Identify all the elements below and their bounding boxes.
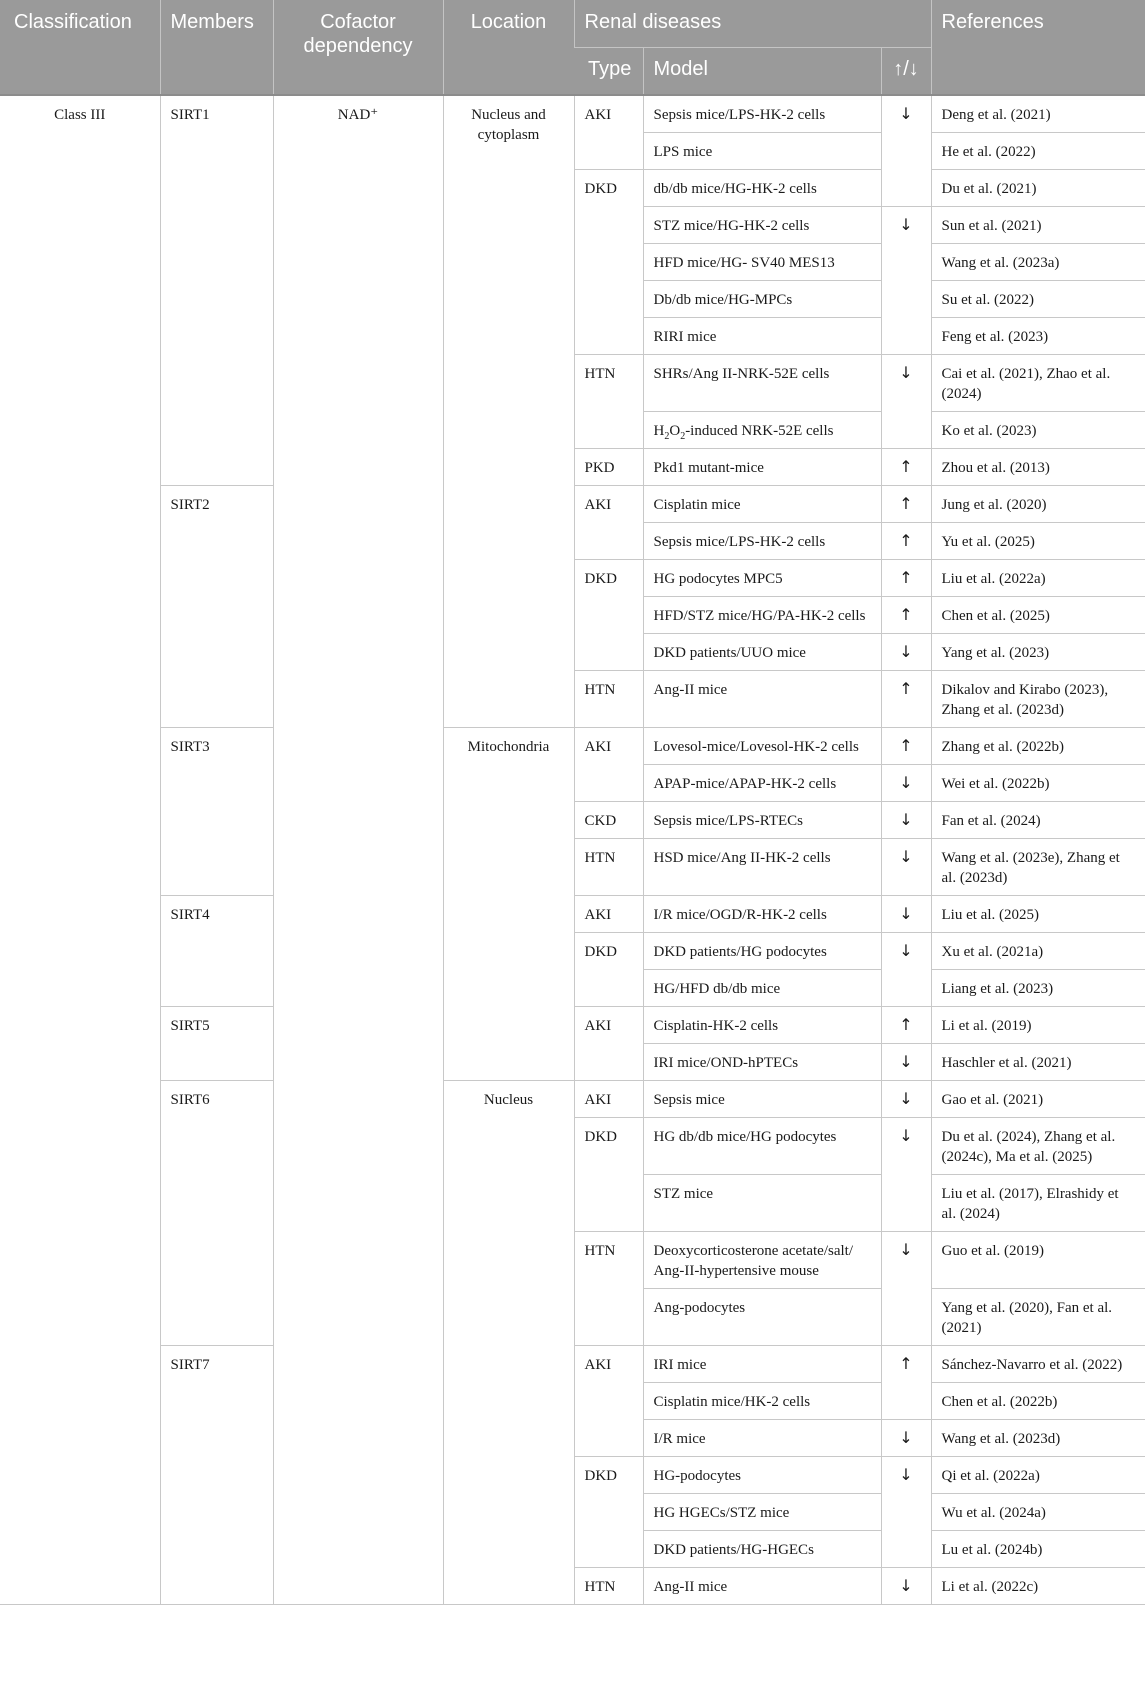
location-cell: Nucleus and cytoplasm	[443, 95, 574, 728]
reference-cell: Yang et al. (2023)	[931, 634, 1145, 671]
reference-cell: Liu et al. (2022a)	[931, 560, 1145, 597]
reference-cell: Deng et al. (2021)	[931, 95, 1145, 133]
type-cell: AKI	[574, 1346, 643, 1457]
direction-cell: ↓	[881, 839, 931, 896]
classification-cell: Class III	[0, 95, 160, 1605]
type-cell: DKD	[574, 560, 643, 671]
model-cell: STZ mice/HG-HK-2 cells	[643, 207, 881, 244]
reference-cell: Sun et al. (2021)	[931, 207, 1145, 244]
reference-cell: Su et al. (2022)	[931, 281, 1145, 318]
direction-cell: ↓	[881, 933, 931, 1007]
type-cell: AKI	[574, 896, 643, 933]
direction-cell: ↓	[881, 802, 931, 839]
model-cell: Cisplatin mice/HK-2 cells	[643, 1383, 881, 1420]
reference-cell: Cai et al. (2021), Zhao et al. (2024)	[931, 355, 1145, 412]
member-cell: SIRT2	[160, 486, 273, 728]
model-cell: LPS mice	[643, 133, 881, 170]
model-cell: HSD mice/Ang II-HK-2 cells	[643, 839, 881, 896]
reference-cell: Lu et al. (2024b)	[931, 1531, 1145, 1568]
model-cell: Ang-podocytes	[643, 1289, 881, 1346]
model-cell: I/R mice	[643, 1420, 881, 1457]
model-cell: Ang-II mice	[643, 1568, 881, 1605]
model-cell: HG/HFD db/db mice	[643, 970, 881, 1007]
reference-cell: Yu et al. (2025)	[931, 523, 1145, 560]
header-type: Type	[574, 48, 643, 96]
model-cell: $H_2O_2$-induced NRK-52E cells	[643, 412, 881, 449]
model-cell: Sepsis mice	[643, 1081, 881, 1118]
type-cell: HTN	[574, 671, 643, 728]
header-renal-diseases: Renal diseases	[574, 0, 931, 48]
direction-cell: ↓	[881, 1044, 931, 1081]
model-cell: Sepsis mice/LPS-RTECs	[643, 802, 881, 839]
model-cell: HG HGECs/STZ mice	[643, 1494, 881, 1531]
table-row	[0, 728, 1145, 765]
reference-cell: Wei et al. (2022b)	[931, 765, 1145, 802]
reference-cell: Wu et al. (2024a)	[931, 1494, 1145, 1531]
reference-cell: Gao et al. (2021)	[931, 1081, 1145, 1118]
reference-cell: Ko et al. (2023)	[931, 412, 1145, 449]
reference-cell: Zhang et al. (2022b)	[931, 728, 1145, 765]
direction-cell: ↓	[881, 765, 931, 802]
model-cell: Ang-II mice	[643, 671, 881, 728]
reference-cell: Sánchez-Navarro et al. (2022)	[931, 1346, 1145, 1383]
direction-cell: ↓	[881, 1118, 931, 1232]
type-cell: HTN	[574, 1232, 643, 1346]
header-location: Location	[443, 0, 574, 95]
reference-cell: Liu et al. (2025)	[931, 896, 1145, 933]
direction-cell: ↓	[881, 1081, 931, 1118]
model-cell: IRI mice	[643, 1346, 881, 1383]
model-cell: Cisplatin-HK-2 cells	[643, 1007, 881, 1044]
direction-cell: ↑	[881, 671, 931, 728]
model-cell: DKD patients/HG podocytes	[643, 933, 881, 970]
direction-cell: ↑	[881, 1007, 931, 1044]
type-cell: CKD	[574, 802, 643, 839]
member-cell: SIRT4	[160, 896, 273, 1007]
type-cell: DKD	[574, 1457, 643, 1568]
reference-cell: Li et al. (2019)	[931, 1007, 1145, 1044]
reference-cell: Li et al. (2022c)	[931, 1568, 1145, 1605]
direction-cell: ↓	[881, 1232, 931, 1346]
reference-cell: Feng et al. (2023)	[931, 318, 1145, 355]
model-cell: HFD/STZ mice/HG/PA-HK-2 cells	[643, 597, 881, 634]
model-cell: Deoxycorticosterone acetate/salt/ Ang-II-hypertensive mouse	[643, 1232, 881, 1289]
reference-cell: Fan et al. (2024)	[931, 802, 1145, 839]
reference-cell: He et al. (2022)	[931, 133, 1145, 170]
model-cell: Sepsis mice/LPS-HK-2 cells	[643, 523, 881, 560]
type-cell: DKD	[574, 1118, 643, 1232]
reference-cell: Liu et al. (2017), Elrashidy et al. (2024)	[931, 1175, 1145, 1232]
direction-cell: ↓	[881, 207, 931, 355]
model-cell: IRI mice/OND-hPTECs	[643, 1044, 881, 1081]
header-references: References	[931, 0, 1145, 95]
direction-cell: ↓	[881, 1568, 931, 1605]
type-cell: AKI	[574, 1007, 643, 1081]
reference-cell: Xu et al. (2021a)	[931, 933, 1145, 970]
model-cell: I/R mice/OGD/R-HK-2 cells	[643, 896, 881, 933]
model-cell: HG db/db mice/HG podocytes	[643, 1118, 881, 1175]
type-cell: PKD	[574, 449, 643, 486]
location-cell: Mitochondria	[443, 728, 574, 1081]
header-members: Members	[160, 0, 273, 95]
direction-cell: ↓	[881, 95, 931, 207]
reference-cell: Zhou et al. (2013)	[931, 449, 1145, 486]
reference-cell: Qi et al. (2022a)	[931, 1457, 1145, 1494]
model-cell: HG-podocytes	[643, 1457, 881, 1494]
direction-cell: ↑	[881, 523, 931, 560]
model-cell: HG podocytes MPC5	[643, 560, 881, 597]
model-cell: Pkd1 mutant-mice	[643, 449, 881, 486]
model-cell: DKD patients/UUO mice	[643, 634, 881, 671]
header-classification: Classification	[0, 0, 160, 95]
model-cell: DKD patients/HG-HGECs	[643, 1531, 881, 1568]
type-cell: AKI	[574, 728, 643, 802]
type-cell: AKI	[574, 486, 643, 560]
member-cell: SIRT5	[160, 1007, 273, 1081]
model-cell: SHRs/Ang II-NRK-52E cells	[643, 355, 881, 412]
type-cell: HTN	[574, 1568, 643, 1605]
direction-cell: ↑	[881, 1346, 931, 1420]
table-row	[0, 1081, 1145, 1118]
reference-cell: Wang et al. (2023d)	[931, 1420, 1145, 1457]
reference-cell: Du et al. (2024), Zhang et al. (2024c), Ma et al. (2025)	[931, 1118, 1145, 1175]
type-cell: AKI	[574, 95, 643, 170]
header-direction: ↑/↓	[881, 48, 931, 96]
type-cell: HTN	[574, 839, 643, 896]
direction-cell: ↓	[881, 1457, 931, 1568]
member-cell: SIRT7	[160, 1346, 273, 1605]
model-cell: db/db mice/HG-HK-2 cells	[643, 170, 881, 207]
cofactor-cell: NAD⁺	[273, 95, 443, 1605]
reference-cell: Liang et al. (2023)	[931, 970, 1145, 1007]
model-cell: HFD mice/HG- SV40 MES13	[643, 244, 881, 281]
type-cell: HTN	[574, 355, 643, 449]
reference-cell: Wang et al. (2023e), Zhang et al. (2023d)	[931, 839, 1145, 896]
type-cell: AKI	[574, 1081, 643, 1118]
type-cell: DKD	[574, 933, 643, 1007]
reference-cell: Dikalov and Kirabo (2023), Zhang et al. (2023d)	[931, 671, 1145, 728]
direction-cell: ↑	[881, 597, 931, 634]
direction-cell: ↓	[881, 1420, 931, 1457]
reference-cell: Jung et al. (2020)	[931, 486, 1145, 523]
direction-cell: ↓	[881, 896, 931, 933]
direction-cell: ↑	[881, 486, 931, 523]
direction-cell: ↑	[881, 560, 931, 597]
reference-cell: Haschler et al. (2021)	[931, 1044, 1145, 1081]
reference-cell: Chen et al. (2025)	[931, 597, 1145, 634]
reference-cell: Wang et al. (2023a)	[931, 244, 1145, 281]
model-cell: Lovesol-mice/Lovesol-HK-2 cells	[643, 728, 881, 765]
direction-cell: ↓	[881, 355, 931, 449]
model-cell: Sepsis mice/LPS-HK-2 cells	[643, 95, 881, 133]
table-row	[0, 95, 1145, 133]
model-cell: Cisplatin mice	[643, 486, 881, 523]
reference-cell: Yang et al. (2020), Fan et al. (2021)	[931, 1289, 1145, 1346]
model-cell: Db/db mice/HG-MPCs	[643, 281, 881, 318]
reference-cell: Guo et al. (2019)	[931, 1232, 1145, 1289]
member-cell: SIRT1	[160, 95, 273, 486]
model-cell: RIRI mice	[643, 318, 881, 355]
model-cell: APAP-mice/APAP-HK-2 cells	[643, 765, 881, 802]
location-cell: Nucleus	[443, 1081, 574, 1605]
reference-cell: Chen et al. (2022b)	[931, 1383, 1145, 1420]
member-cell: SIRT3	[160, 728, 273, 896]
direction-cell: ↑	[881, 728, 931, 765]
header-model: Model	[643, 48, 881, 96]
direction-cell: ↑	[881, 449, 931, 486]
header-cofactor: Cofactor dependency	[273, 0, 443, 95]
type-cell: DKD	[574, 170, 643, 355]
direction-cell: ↓	[881, 634, 931, 671]
member-cell: SIRT6	[160, 1081, 273, 1346]
reference-cell: Du et al. (2021)	[931, 170, 1145, 207]
model-cell: STZ mice	[643, 1175, 881, 1232]
